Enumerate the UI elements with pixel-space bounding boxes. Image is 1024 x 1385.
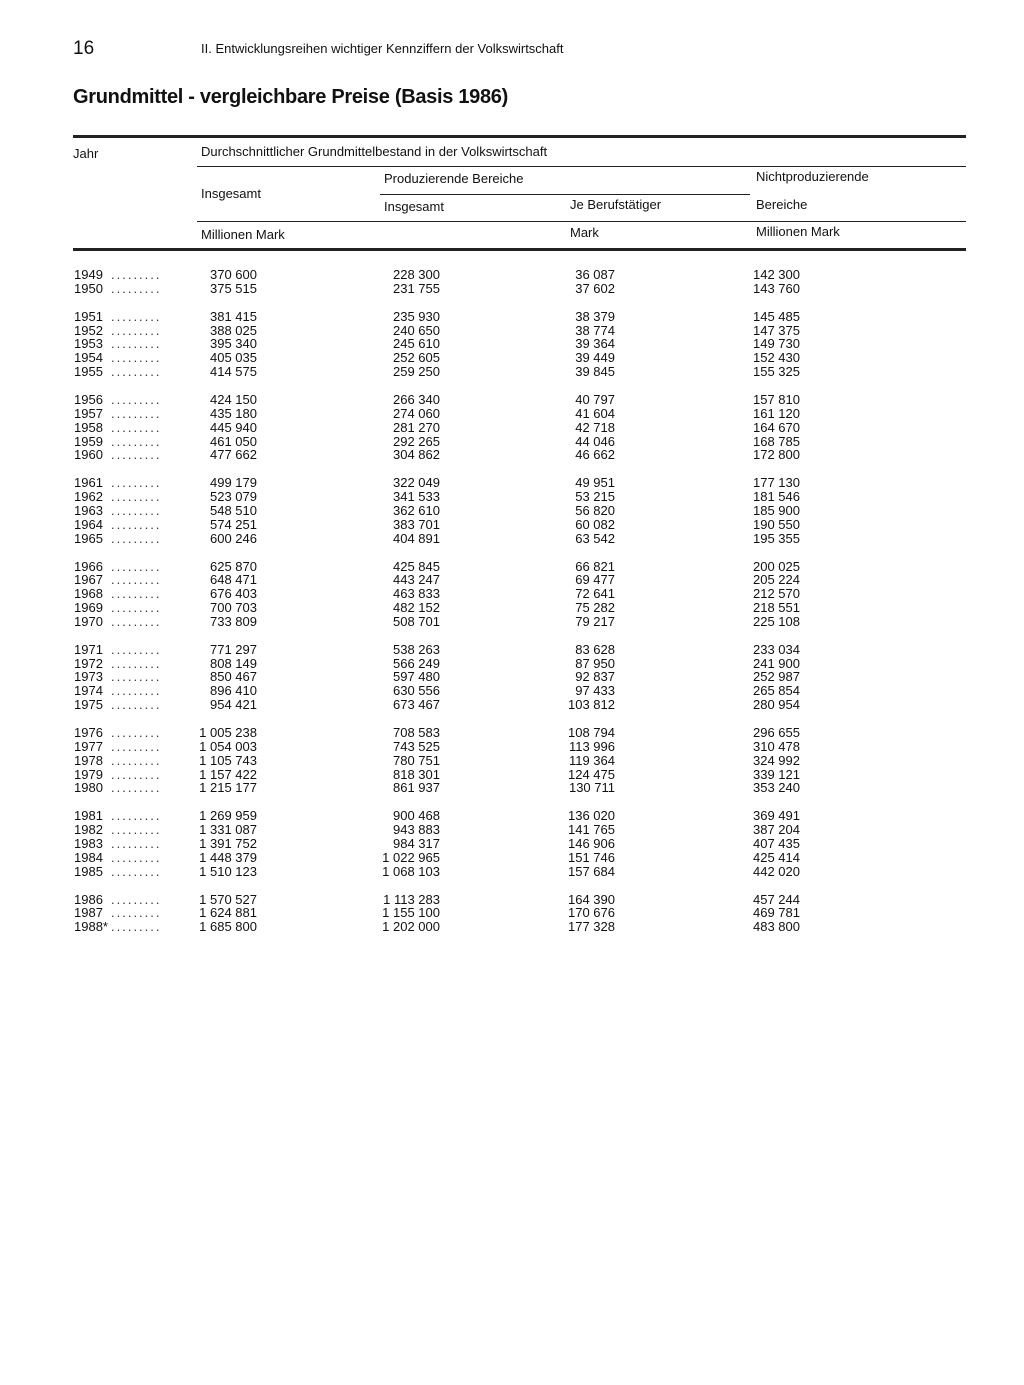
leader-dots: ......... [111,419,162,435]
cell-year: 1953 [74,336,103,352]
cell-insgesamt: 1 391 752 [199,835,257,851]
cell-year: 1954 [74,350,103,366]
cell-insgesamt: 405 035 [210,350,257,366]
cell-year: 1967 [74,572,103,588]
header-unit-mark: Mark [570,225,599,240]
cell-produzierende-insgesamt: 240 650 [393,322,440,338]
cell-je-berufstaetiger: 69 477 [575,572,615,588]
cell-je-berufstaetiger: 60 082 [575,516,615,532]
leader-dots: ......... [111,766,162,782]
cell-produzierende-insgesamt: 597 480 [393,669,440,685]
cell-produzierende-insgesamt: 780 751 [393,752,440,768]
cell-year: 1981 [74,808,103,824]
cell-nichtproduzierende: 483 800 [753,919,800,935]
leader-dots: ......... [111,308,162,324]
table-row [0,726,1024,740]
cell-je-berufstaetiger: 136 020 [568,808,615,824]
leader-dots: ......... [111,447,162,463]
header-insgesamt: Insgesamt [201,186,261,201]
cell-insgesamt: 771 297 [210,641,257,657]
leader-dots: ......... [111,489,162,505]
cell-year: 1960 [74,447,103,463]
cell-year: 1951 [74,308,103,324]
cell-year: 1977 [74,738,103,754]
cell-je-berufstaetiger: 41 604 [575,405,615,421]
cell-produzierende-insgesamt: 228 300 [393,267,440,282]
leader-dots: ......... [111,863,162,879]
cell-je-berufstaetiger: 53 215 [575,489,615,505]
cell-je-berufstaetiger: 56 820 [575,502,615,518]
cell-year: 1969 [74,600,103,615]
table-row [0,421,1024,435]
cell-insgesamt: 1 510 123 [199,863,257,879]
table-row [0,851,1024,865]
cell-produzierende-insgesamt: 362 610 [393,502,440,518]
cell-nichtproduzierende: 280 954 [753,697,800,713]
cell-insgesamt: 954 421 [210,697,257,713]
rule-span [197,166,966,167]
cell-insgesamt: 1 005 238 [199,725,257,740]
cell-produzierende-insgesamt: 818 301 [393,766,440,782]
cell-produzierende-insgesamt: 708 583 [393,725,440,740]
table-row [0,435,1024,449]
header-je-berufstaetiger: Je Berufstätiger [570,197,662,212]
cell-year: 1985 [74,863,103,879]
cell-year: 1987 [74,905,103,921]
cell-je-berufstaetiger: 130 711 [568,780,615,796]
cell-je-berufstaetiger: 113 996 [568,738,615,754]
cell-produzierende-insgesamt: 1 068 103 [382,863,440,879]
cell-insgesamt: 808 149 [210,655,257,671]
running-head: II. Entwicklungsreihen wichtiger Kennziffern der Volkswirtschaft [201,41,564,56]
leader-dots: ......... [111,267,162,282]
cell-nichtproduzierende: 324 992 [753,752,800,768]
cell-produzierende-insgesamt: 673 467 [393,697,440,713]
cell-produzierende-insgesamt: 508 701 [393,613,440,629]
leader-dots: ......... [111,322,162,338]
leader-dots: ......... [111,808,162,824]
cell-produzierende-insgesamt: 1 022 965 [382,849,440,865]
cell-insgesamt: 445 940 [210,419,257,435]
cell-produzierende-insgesamt: 861 937 [393,780,440,796]
cell-produzierende-insgesamt: 259 250 [393,364,440,380]
cell-insgesamt: 733 809 [210,613,257,629]
cell-nichtproduzierende: 387 204 [753,822,800,838]
cell-nichtproduzierende: 200 025 [753,558,800,574]
cell-nichtproduzierende: 369 491 [753,808,800,824]
cell-je-berufstaetiger: 46 662 [575,447,615,463]
cell-insgesamt: 499 179 [210,475,257,491]
cell-year: 1963 [74,502,103,518]
table-title: Grundmittel - vergleichbare Preise (Basis 1986) [73,86,508,108]
cell-nichtproduzierende: 241 900 [753,655,800,671]
cell-produzierende-insgesamt: 245 610 [393,336,440,352]
cell-year: 1974 [74,683,103,699]
cell-nichtproduzierende: 145 485 [753,308,800,324]
cell-year: 1973 [74,669,103,685]
cell-year: 1986 [74,891,103,907]
cell-year: 1957 [74,405,103,421]
cell-je-berufstaetiger: 170 676 [568,905,615,921]
cell-nichtproduzierende: 233 034 [753,641,800,657]
cell-year: 1952 [74,322,103,338]
cell-insgesamt: 850 467 [210,669,257,685]
leader-dots: ......... [111,364,162,380]
cell-insgesamt: 574 251 [210,516,257,532]
cell-insgesamt: 388 025 [210,322,257,338]
cell-produzierende-insgesamt: 274 060 [393,405,440,421]
cell-produzierende-insgesamt: 743 525 [393,738,440,754]
header-jahr: Jahr [73,146,99,161]
cell-je-berufstaetiger: 44 046 [575,433,615,449]
leader-dots: ......... [111,600,162,615]
cell-year: 1975 [74,697,103,713]
table-row [0,518,1024,532]
cell-nichtproduzierende: 147 375 [753,322,800,338]
cell-nichtproduzierende: 185 900 [753,502,800,518]
rule-header-bottom [73,248,966,251]
cell-produzierende-insgesamt: 1 113 283 [383,891,440,907]
table-row [0,393,1024,407]
cell-year: 1949 [74,267,103,282]
rule-units [197,221,966,222]
cell-nichtproduzierende: 161 120 [753,405,800,421]
cell-je-berufstaetiger: 108 794 [568,725,615,740]
table-row [0,781,1024,795]
leader-dots: ......... [111,725,162,740]
leader-dots: ......... [111,697,162,713]
cell-produzierende-insgesamt: 538 263 [393,641,440,657]
cell-insgesamt: 523 079 [210,489,257,505]
leader-dots: ......... [111,669,162,685]
cell-nichtproduzierende: 225 108 [753,613,800,629]
cell-produzierende-insgesamt: 425 845 [393,558,440,574]
cell-produzierende-insgesamt: 304 862 [393,447,440,463]
table-row [0,532,1024,546]
cell-insgesamt: 1 624 881 [199,905,257,921]
cell-produzierende-insgesamt: 266 340 [393,392,440,407]
table-row [0,615,1024,629]
leader-dots: ......... [111,405,162,421]
cell-insgesamt: 1 054 003 [199,738,257,754]
table-row [0,448,1024,462]
cell-je-berufstaetiger: 92 837 [575,669,615,685]
cell-insgesamt: 600 246 [210,530,257,546]
leader-dots: ......... [111,336,162,352]
cell-produzierende-insgesamt: 231 755 [393,280,440,296]
leader-dots: ......... [111,558,162,574]
cell-nichtproduzierende: 155 325 [753,364,800,380]
leader-dots: ......... [111,752,162,768]
cell-nichtproduzierende: 172 800 [753,447,800,463]
table-row [0,754,1024,768]
cell-insgesamt: 424 150 [210,392,257,407]
cell-insgesamt: 1 331 087 [199,822,257,838]
header-produzierende: Produzierende Bereiche [384,171,524,186]
cell-year: 1956 [74,392,103,407]
table-row [0,670,1024,684]
leader-dots: ......... [111,516,162,532]
header-span: Durchschnittlicher Grundmittelbestand in der Volkswirtschaft [201,144,548,159]
cell-produzierende-insgesamt: 235 930 [393,308,440,324]
cell-je-berufstaetiger: 103 812 [568,697,615,713]
cell-nichtproduzierende: 442 020 [753,863,800,879]
cell-nichtproduzierende: 457 244 [753,891,800,907]
cell-nichtproduzierende: 143 760 [753,280,800,296]
cell-year: 1982 [74,822,103,838]
cell-insgesamt: 1 448 379 [199,849,257,865]
leader-dots: ......... [111,780,162,796]
cell-nichtproduzierende: 177 130 [753,475,800,491]
cell-je-berufstaetiger: 72 641 [575,586,615,602]
leader-dots: ......... [111,280,162,296]
table-row [0,310,1024,324]
cell-nichtproduzierende: 205 224 [753,572,800,588]
cell-nichtproduzierende: 339 121 [753,766,800,782]
cell-je-berufstaetiger: 164 390 [568,891,615,907]
cell-je-berufstaetiger: 97 433 [575,683,615,699]
cell-nichtproduzierende: 164 670 [753,419,800,435]
leader-dots: ......... [111,613,162,629]
leader-dots: ......... [111,738,162,754]
cell-insgesamt: 1 105 743 [199,752,257,768]
cell-year: 1958 [74,419,103,435]
cell-produzierende-insgesamt: 943 883 [393,822,440,838]
cell-je-berufstaetiger: 146 906 [568,835,615,851]
cell-nichtproduzierende: 212 570 [753,586,800,602]
table-row [0,865,1024,879]
cell-nichtproduzierende: 469 781 [753,905,800,921]
cell-je-berufstaetiger: 151 746 [568,849,615,865]
page-number: 16 [73,38,95,59]
cell-year: 1976 [74,725,103,740]
table-row [0,490,1024,504]
cell-nichtproduzierende: 425 414 [753,849,800,865]
cell-produzierende-insgesamt: 383 701 [393,516,440,532]
cell-nichtproduzierende: 168 785 [753,433,800,449]
cell-je-berufstaetiger: 39 845 [575,364,615,380]
table-row [0,407,1024,421]
cell-year: 1978 [74,752,103,768]
table-row [0,573,1024,587]
cell-je-berufstaetiger: 36 087 [575,267,615,282]
cell-produzierende-insgesamt: 1 202 000 [382,919,440,935]
cell-produzierende-insgesamt: 1 155 100 [382,905,440,921]
cell-year: 1968 [74,586,103,602]
cell-produzierende-insgesamt: 292 265 [393,433,440,449]
cell-je-berufstaetiger: 39 364 [575,336,615,352]
cell-insgesamt: 648 471 [210,572,257,588]
cell-produzierende-insgesamt: 463 833 [393,586,440,602]
cell-je-berufstaetiger: 42 718 [575,419,615,435]
cell-year: 1979 [74,766,103,782]
cell-year: 1984 [74,849,103,865]
table-row [0,476,1024,490]
cell-je-berufstaetiger: 141 765 [568,822,615,838]
table-row [0,906,1024,920]
table-row [0,504,1024,518]
cell-je-berufstaetiger: 87 950 [575,655,615,671]
cell-year: 1983 [74,835,103,851]
leader-dots: ......... [111,530,162,546]
leader-dots: ......... [111,822,162,838]
cell-je-berufstaetiger: 49 951 [575,475,615,491]
cell-nichtproduzierende: 265 854 [753,683,800,699]
cell-produzierende-insgesamt: 341 533 [393,489,440,505]
cell-je-berufstaetiger: 79 217 [575,613,615,629]
cell-insgesamt: 414 575 [210,364,257,380]
cell-insgesamt: 381 415 [210,308,257,324]
cell-je-berufstaetiger: 75 282 [575,600,615,615]
leader-dots: ......... [111,891,162,907]
cell-je-berufstaetiger: 124 475 [568,766,615,782]
leader-dots: ......... [111,655,162,671]
leader-dots: ......... [111,586,162,602]
leader-dots: ......... [111,919,162,935]
table-row [0,823,1024,837]
cell-insgesamt: 1 157 422 [199,766,257,782]
cell-produzierende-insgesamt: 322 049 [393,475,440,491]
cell-year: 1950 [74,280,103,296]
cell-insgesamt: 1 215 177 [199,780,257,796]
cell-nichtproduzierende: 190 550 [753,516,800,532]
table-row [0,601,1024,615]
table-row [0,698,1024,712]
cell-je-berufstaetiger: 83 628 [575,641,615,657]
header-unit-millionen-mark-np: Millionen Mark [756,224,840,239]
cell-insgesamt: 435 180 [210,405,257,421]
cell-je-berufstaetiger: 37 602 [575,280,615,296]
cell-nichtproduzierende: 195 355 [753,530,800,546]
cell-nichtproduzierende: 353 240 [753,780,800,796]
cell-insgesamt: 395 340 [210,336,257,352]
table-row [0,768,1024,782]
header-prod-insgesamt: Insgesamt [384,199,444,214]
leader-dots: ......... [111,350,162,366]
cell-year: 1959 [74,433,103,449]
cell-year: 1988* [74,919,108,935]
table-row [0,365,1024,379]
cell-produzierende-insgesamt: 984 317 [393,835,440,851]
table-row [0,643,1024,657]
cell-je-berufstaetiger: 177 328 [568,919,615,935]
table-row [0,268,1024,282]
cell-insgesamt: 375 515 [210,280,257,296]
cell-insgesamt: 625 870 [210,558,257,574]
cell-insgesamt: 1 269 959 [199,808,257,824]
leader-dots: ......... [111,849,162,865]
table-row [0,282,1024,296]
cell-je-berufstaetiger: 119 364 [568,752,615,768]
cell-nichtproduzierende: 157 810 [753,392,800,407]
rule-produzierende [380,194,750,195]
cell-year: 1955 [74,364,103,380]
cell-produzierende-insgesamt: 566 249 [393,655,440,671]
header-unit-millionen-mark: Millionen Mark [201,227,285,242]
table-row [0,837,1024,851]
cell-je-berufstaetiger: 63 542 [575,530,615,546]
table-row [0,337,1024,351]
cell-produzierende-insgesamt: 482 152 [393,600,440,615]
leader-dots: ......... [111,433,162,449]
cell-year: 1965 [74,530,103,546]
leader-dots: ......... [111,905,162,921]
cell-je-berufstaetiger: 39 449 [575,350,615,366]
cell-nichtproduzierende: 181 546 [753,489,800,505]
cell-insgesamt: 477 662 [210,447,257,463]
rule-top [73,135,966,138]
cell-insgesamt: 896 410 [210,683,257,699]
cell-je-berufstaetiger: 40 797 [575,392,615,407]
cell-year: 1964 [74,516,103,532]
cell-year: 1971 [74,641,103,657]
cell-produzierende-insgesamt: 443 247 [393,572,440,588]
cell-produzierende-insgesamt: 630 556 [393,683,440,699]
cell-insgesamt: 700 703 [210,600,257,615]
leader-dots: ......... [111,392,162,407]
cell-year: 1980 [74,780,103,796]
cell-nichtproduzierende: 252 987 [753,669,800,685]
header-nichtproduzierende: Nichtproduzierende [756,169,869,184]
cell-nichtproduzierende: 142 300 [753,267,800,282]
cell-produzierende-insgesamt: 252 605 [393,350,440,366]
cell-nichtproduzierende: 152 430 [753,350,800,366]
cell-produzierende-insgesamt: 404 891 [393,530,440,546]
leader-dots: ......... [111,683,162,699]
leader-dots: ......... [111,572,162,588]
cell-nichtproduzierende: 296 655 [753,725,800,740]
cell-nichtproduzierende: 218 551 [753,600,800,615]
cell-je-berufstaetiger: 38 379 [575,308,615,324]
leader-dots: ......... [111,835,162,851]
cell-nichtproduzierende: 407 435 [753,835,800,851]
cell-insgesamt: 548 510 [210,502,257,518]
cell-je-berufstaetiger: 157 684 [568,863,615,879]
cell-insgesamt: 676 403 [210,586,257,602]
cell-nichtproduzierende: 149 730 [753,336,800,352]
cell-produzierende-insgesamt: 281 270 [393,419,440,435]
cell-nichtproduzierende: 310 478 [753,738,800,754]
cell-year: 1972 [74,655,103,671]
table-row [0,740,1024,754]
leader-dots: ......... [111,502,162,518]
cell-produzierende-insgesamt: 900 468 [393,808,440,824]
cell-insgesamt: 1 570 527 [199,891,257,907]
cell-year: 1962 [74,489,103,505]
cell-insgesamt: 370 600 [210,267,257,282]
cell-insgesamt: 461 050 [210,433,257,449]
leader-dots: ......... [111,641,162,657]
table-row [0,809,1024,823]
cell-je-berufstaetiger: 38 774 [575,322,615,338]
cell-je-berufstaetiger: 66 821 [575,558,615,574]
cell-insgesamt: 1 685 800 [199,919,257,935]
table-row [0,920,1024,934]
header-bereiche: Bereiche [756,197,808,212]
cell-year: 1961 [74,475,103,491]
cell-year: 1970 [74,613,103,629]
cell-year: 1966 [74,558,103,574]
leader-dots: ......... [111,475,162,491]
